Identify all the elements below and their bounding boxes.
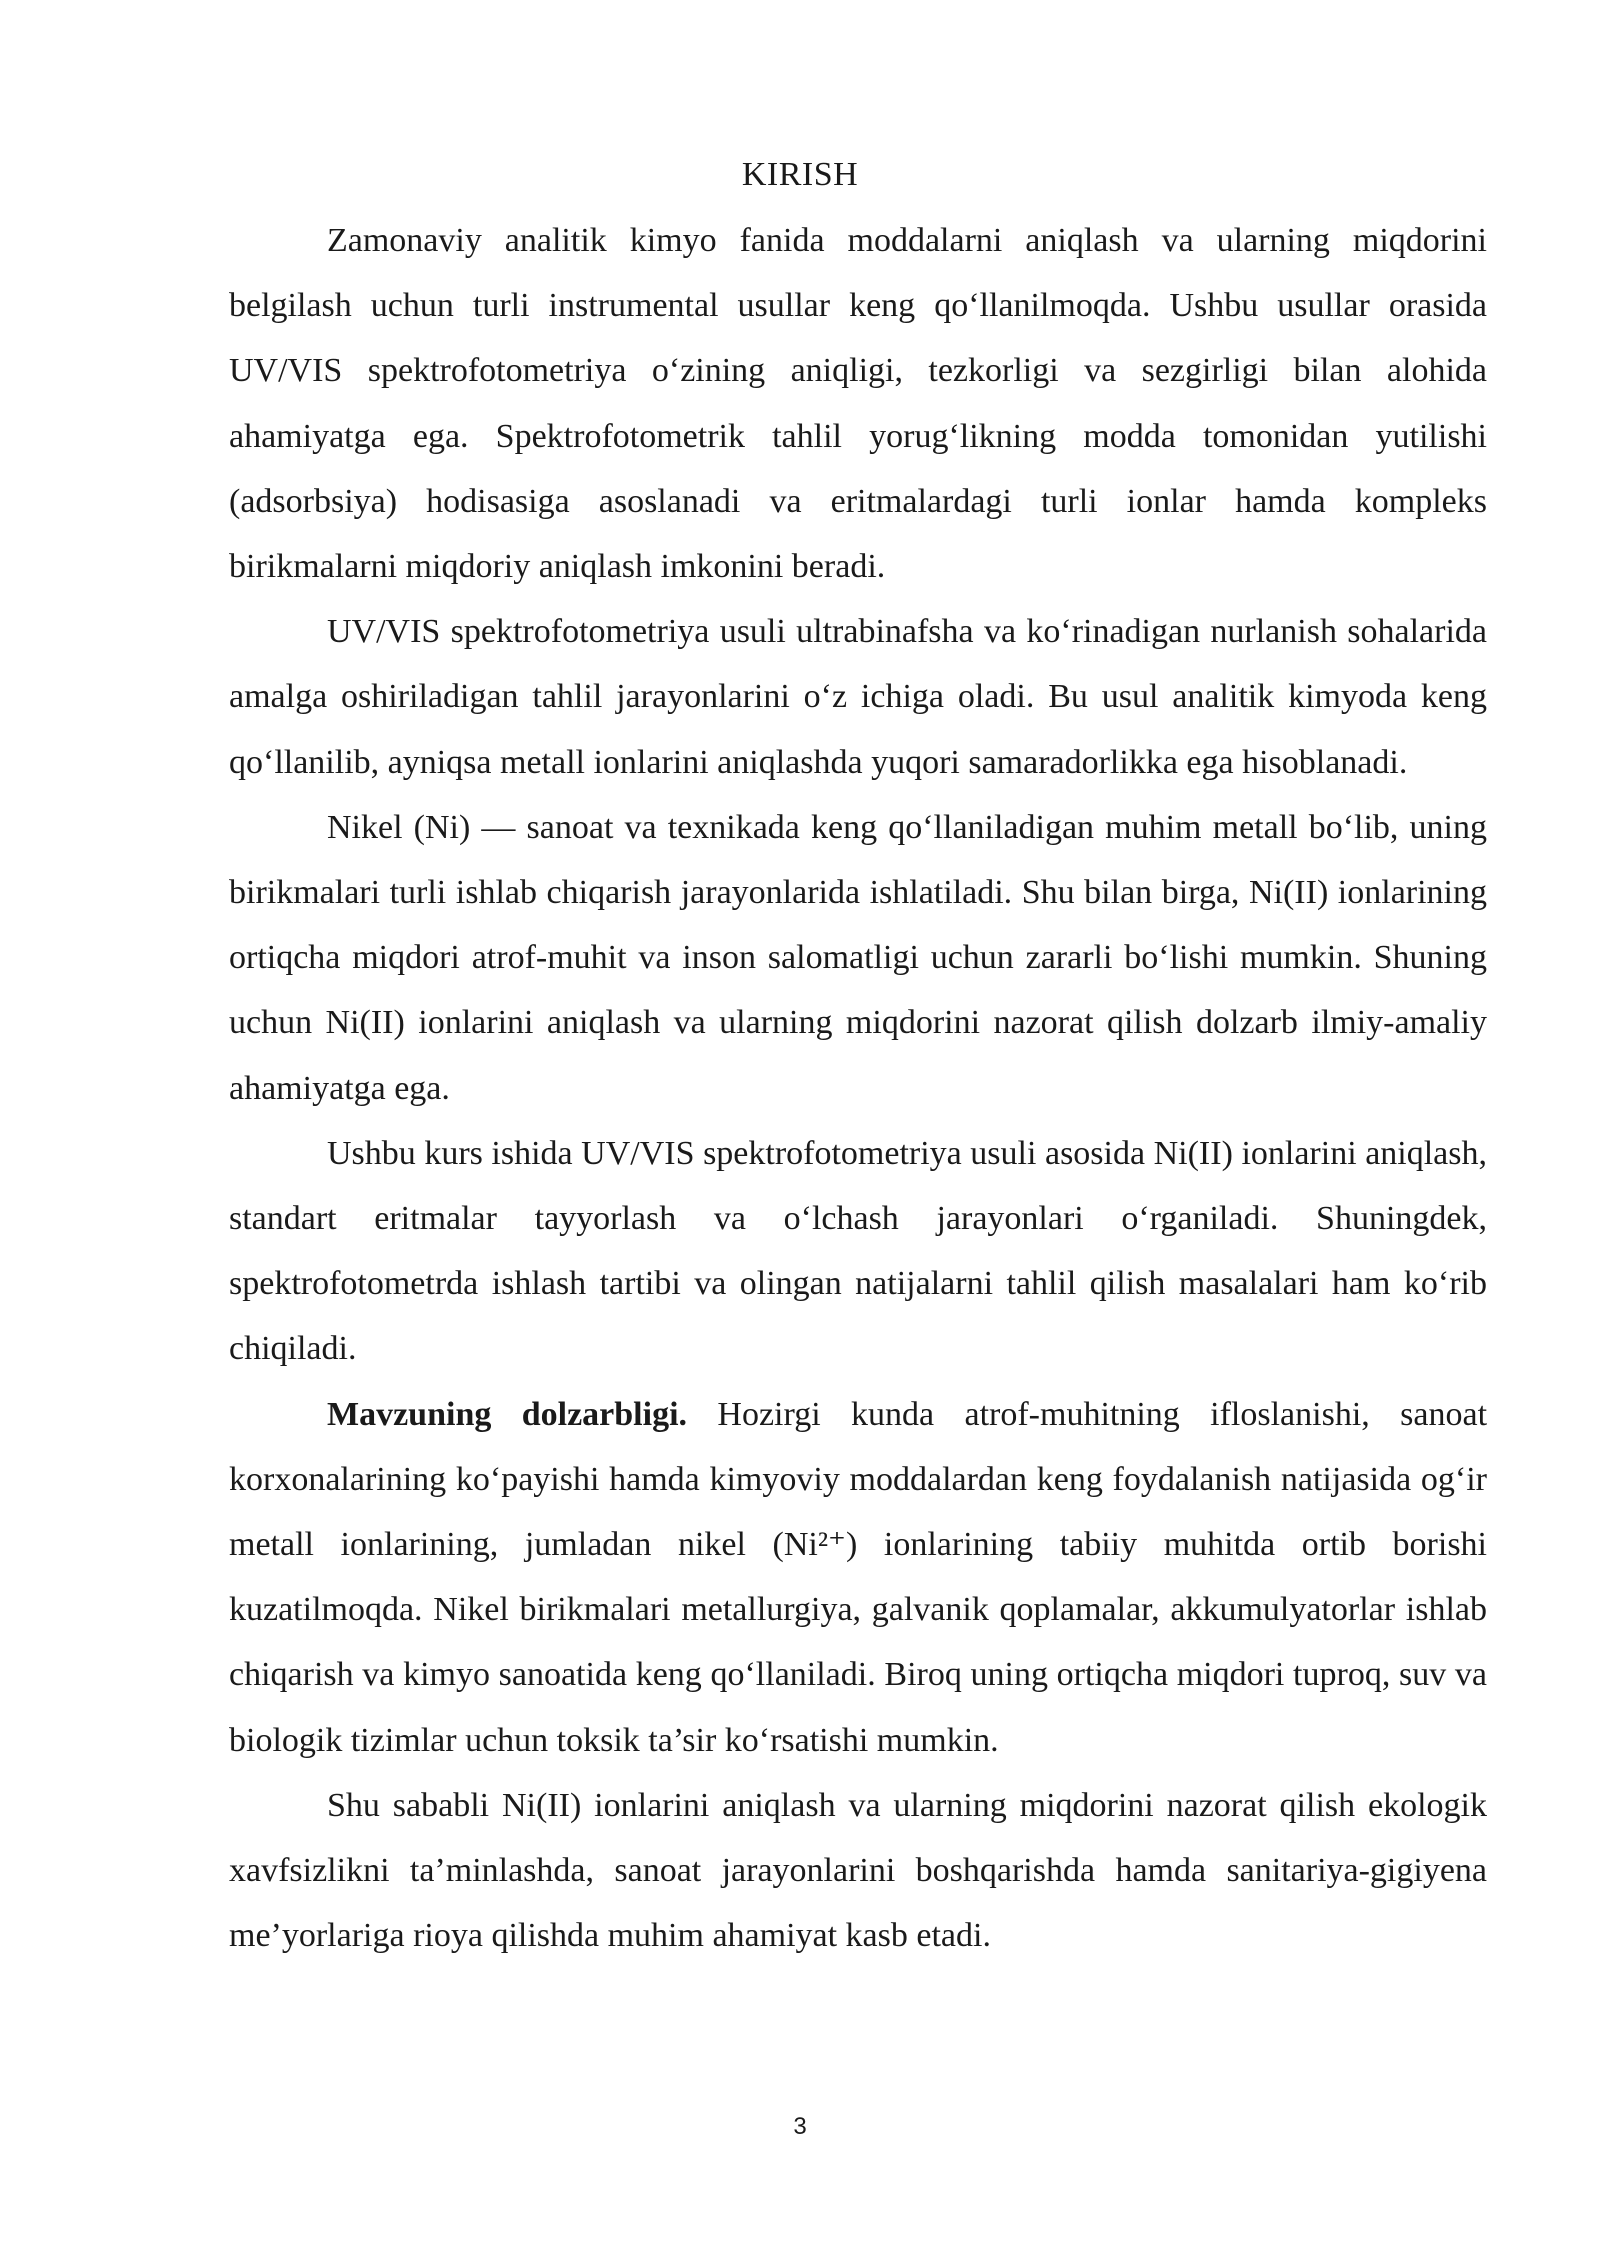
paragraph-text: Ushbu kurs ishida UV/VIS spektrofotometriya usuli asosida Ni(II) ionlarini aniqlash, standart eritmalar tayyorlash va o‘lchash jarayonlari o‘rganiladi. Shuningdek, spektrofotometrda ishlash tartibi va olingan natijalarni tahlil qilish masalalari ham ko‘rib chiqiladi.: [229, 1134, 1487, 1368]
page-number: 3: [793, 2113, 807, 2140]
paragraph-intro: [229, 208, 1487, 599]
paragraph-text: UV/VIS spektrofotometriya usuli ultrabinafsha va ko‘rinadigan nurlanish sohalarida amalga oshiriladigan tahlil jarayonlarini o‘z ichiga oladi. Bu usul analitik kimyoda keng qo‘llanilib, ayniqsa metall ionlarini aniqlashda yuqori samaradorlikka ega hisoblanadi.: [229, 613, 1487, 781]
body-text: [229, 208, 1487, 1968]
paragraph-nickel: [229, 795, 1487, 1121]
paragraph-text: Nikel (Ni) — sanoat va texnikada keng qo‘llaniladigan muhim metall bo‘lib, uning birikmalari turli ishlab chiqarish jarayonlarida ishlatiladi. Shu bilan birga, Ni(II) ionlarining ortiqcha miqdori atrof-muhit va inson salomatligi uchun zararli bo‘lishi mumkin. Shuning uchun Ni(II) ionlarini aniqlash va ularning miqdorini nazorat qilish dolzarb ilmiy-amaliy ahamiyatga ega.: [229, 808, 1487, 1107]
paragraph-course-work: [229, 1121, 1487, 1382]
paragraph-text: Hozirgi kunda atrof-muhitning ifloslanishi, sanoat korxonalarining ko‘payishi hamda kimyoviy moddalardan keng foydalanish natijasida og‘ir metall ionlarining, jumladan nikel (Ni²⁺) ionlarining tabiiy muhitda ortib borishi kuzatilmoqda. Nikel birikmalari metallurgiya, galvanik qoplamalar, akkumulyatorlar ishlab chiqarish va kimyo sanoatida keng qo‘llaniladi. Biroq uning ortiqcha miqdori tuproq, suv va biologik tizimlar uchun toksik ta’sir ko‘rsatishi mumkin.: [229, 1395, 1488, 1759]
section-title: KIRISH: [741, 156, 859, 193]
paragraph-conclusion: [229, 1773, 1487, 1969]
paragraph-uv-vis-method: [229, 599, 1487, 795]
paragraph-bold-lead: Mavzuning dolzarbligi.: [327, 1395, 688, 1433]
paragraph-text: Zamonaviy analitik kimyo fanida moddalarni aniqlash va ularning miqdorini belgilash uchun turli instrumental usullar keng qo‘llanilmoqda. Ushbu usullar orasida UV/VIS spektrofotometriya o‘zining aniqligi, tezkorligi va sezgirligi bilan alohida ahamiyatga ega. Spektrofotometrik tahlil yorug‘likning modda tomonidan yutilishi (adsorbsiya) hodisasiga asoslanadi va eritmalardagi turli ionlar hamda kompleks birikmalarni miqdoriy aniqlash imkonini beradi.: [229, 222, 1487, 586]
paragraph-relevance: [229, 1382, 1487, 1773]
paragraph-text: Shu sababli Ni(II) ionlarini aniqlash va ularning miqdorini nazorat qilish ekologik xavfsizlikni ta’minlashda, sanoat jarayonlarini boshqarishda hamda sanitariya-gigiyena me’yorlariga rioya qilishda muhim ahamiyat kasb etadi.: [229, 1786, 1487, 1955]
